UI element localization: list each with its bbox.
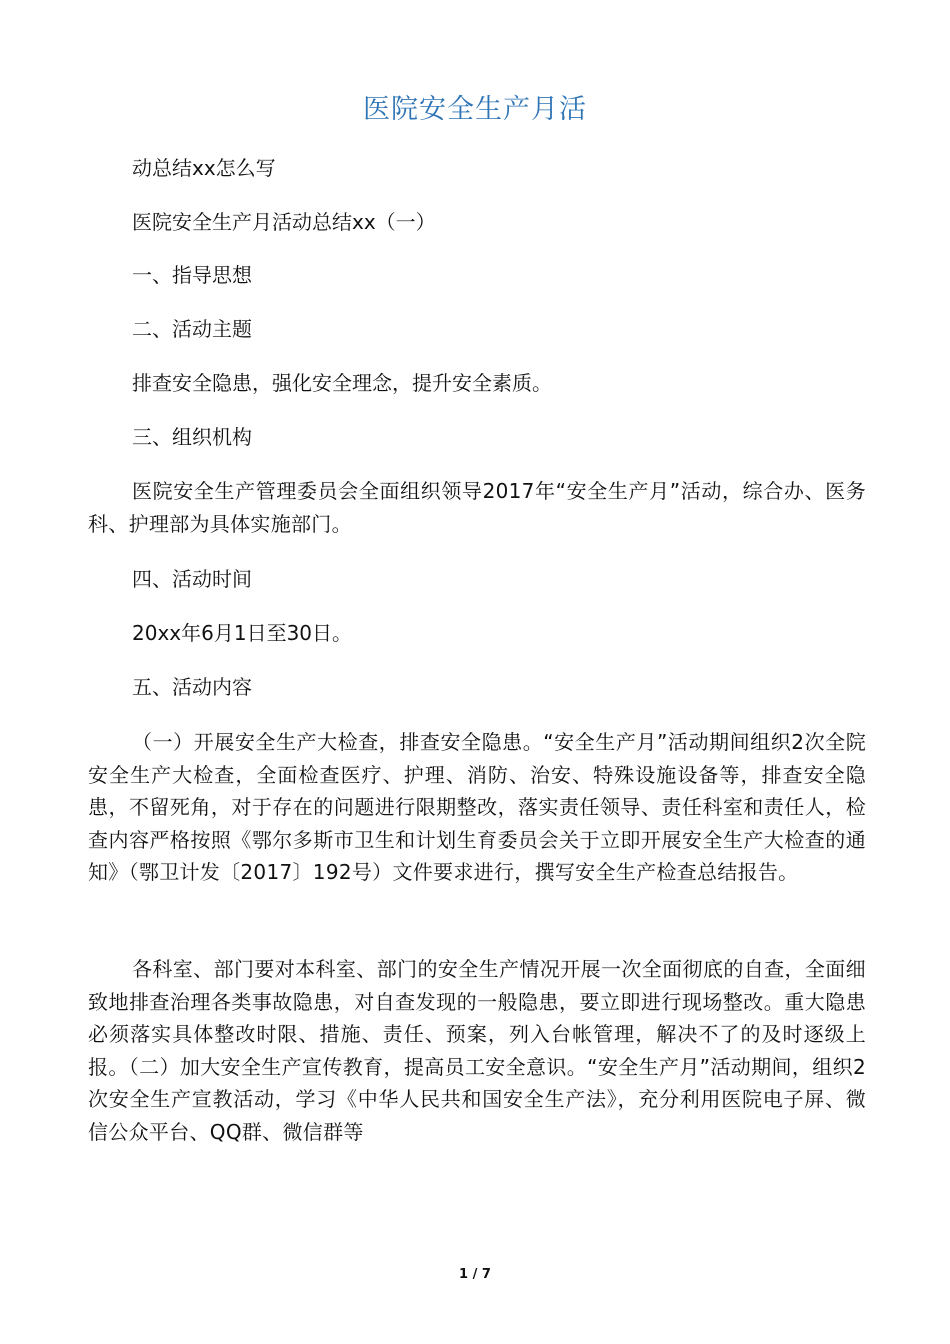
time-text: 20xx年6月1日至30日。 — [132, 621, 353, 645]
document-title: 医院安全生产月活 — [363, 94, 587, 125]
page-indicator: 1 / 7 — [459, 1267, 491, 1282]
theme-text: 排查安全隐患，强化安全理念，提升安全素质。 — [132, 371, 552, 395]
section-heading-organization: 三、组织机构 — [132, 425, 252, 449]
content-paragraph-2: 各科室、部门要对本科室、部门的安全生产情况开展一次全面彻底的自查，全面细致地排查治理各类事故隐患，对自查发现的一般隐患，要立即进行现场整改。重大隐患必须落实具体整改时限、措施、责任、预案，列入台帐管理，解决不了的及时逐级上报。（二）加大安全生产宣传教育，提高员工安全意识。“安全生产月”活动期间，组织2次安全生产宣教活动，学习《中华人民共和国安全生产法》，充分利用医院电子屏、微信公众平台、QQ群、微信群等 — [88, 957, 866, 1144]
content-paragraph-1: （一）开展安全生产大检查，排查安全隐患。“安全生产月”活动期间组织2次全院安全生产大检查，全面检查医疗、护理、消防、治安、特殊设施设备等，排查安全隐患，不留死角，对于存在的问题进行限期整改，落实责任领导、责任科室和责任人，检查内容严格按照《鄂尔多斯市卫生和计划生育委员会关于立即开展安全生产大检查的通知》（鄂卫计发〔2017〕192号）文件要求进行，撰写安全生产检查总结报告。 — [88, 730, 866, 884]
subtitle-line: 动总结xx怎么写 — [132, 156, 276, 180]
section-heading-theme: 二、活动主题 — [132, 317, 252, 341]
organization-paragraph: 医院安全生产管理委员会全面组织领导2017年“安全生产月”活动，综合办、医务科、护理部为具体实施部门。 — [88, 479, 866, 536]
section-heading-content: 五、活动内容 — [132, 675, 252, 699]
section-heading-summary: 医院安全生产月活动总结xx（一） — [132, 210, 436, 234]
section-heading-guiding-thought: 一、指导思想 — [132, 263, 252, 287]
section-heading-time: 四、活动时间 — [132, 567, 252, 591]
